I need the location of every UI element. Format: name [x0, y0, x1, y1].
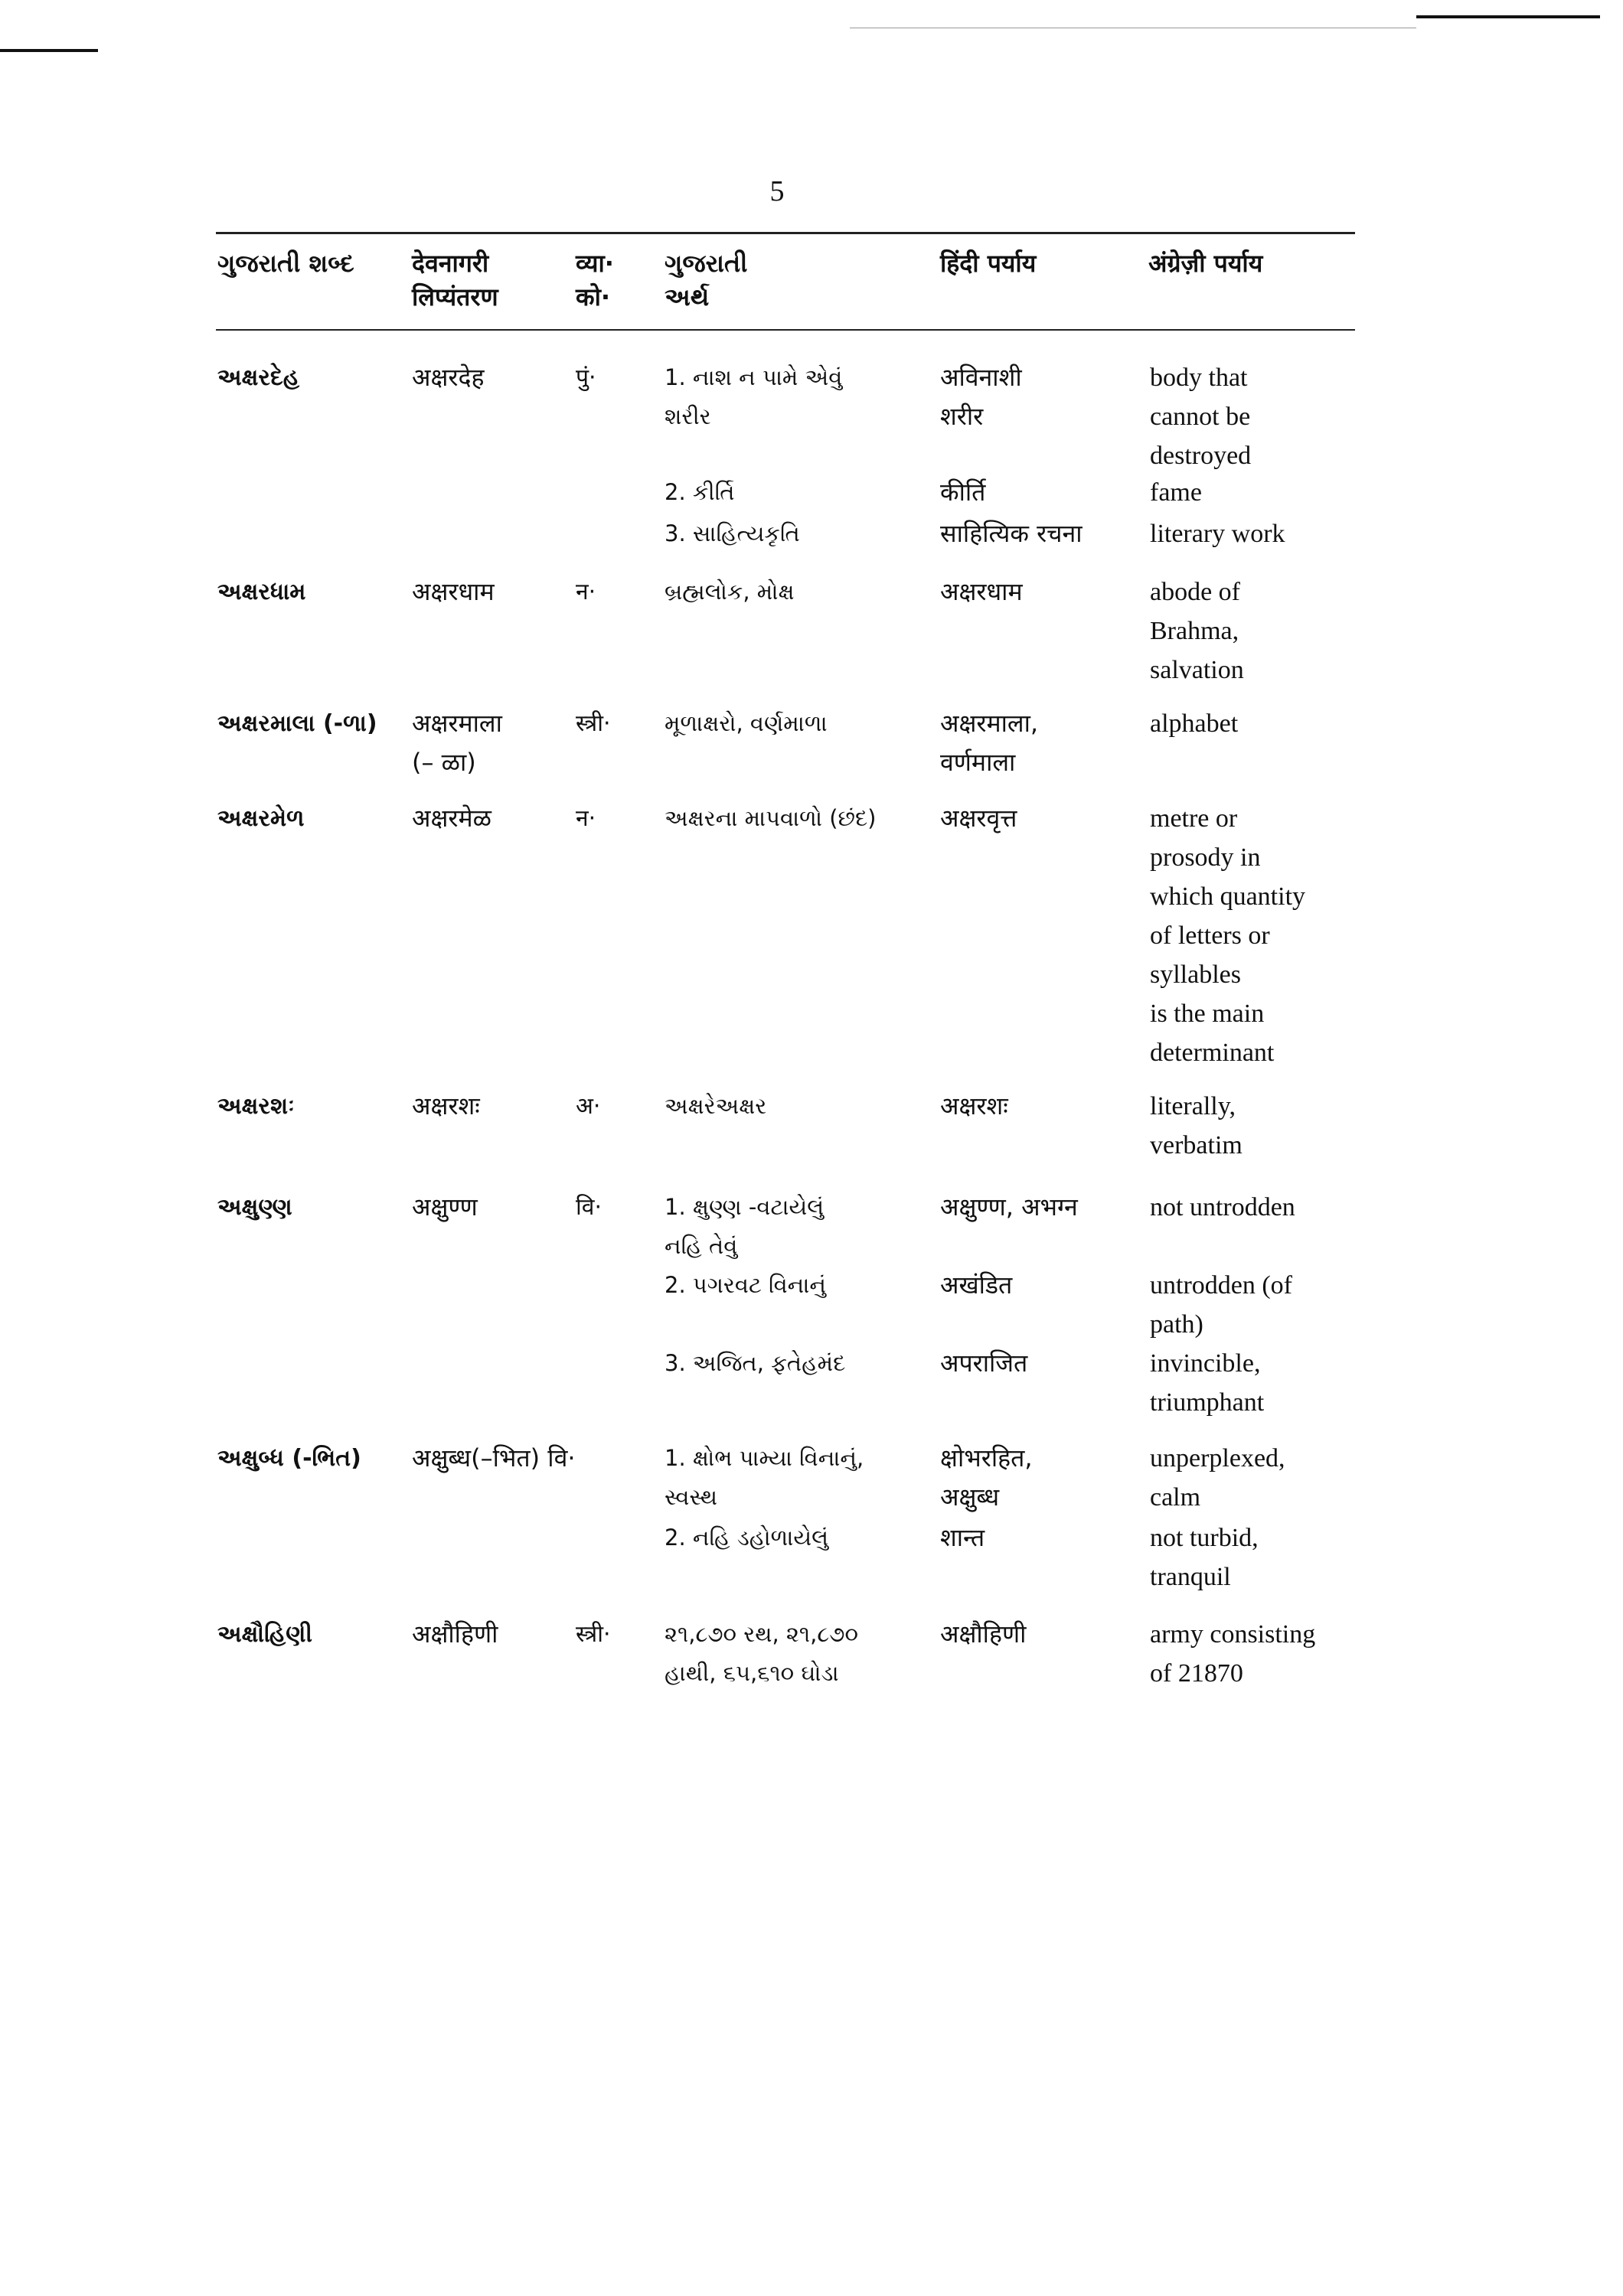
grammar-tag [576, 799, 596, 838]
english-synonym [1150, 799, 1305, 1072]
english-synonym-line: abode of [1150, 578, 1241, 606]
english-synonym-line: tranquil [1150, 1563, 1231, 1591]
page-number: 5 [769, 175, 785, 207]
english-synonym [1150, 1087, 1243, 1165]
gujarati-meaning-line: 2. કીર્તિ [665, 479, 735, 505]
gujarati-meaning-line: 3. સાહિત્યકૃતિ [665, 520, 800, 546]
english-synonym [1150, 1615, 1315, 1693]
english-synonym-line: invincible, [1150, 1349, 1261, 1378]
headword [217, 799, 305, 838]
english-synonym-line: army consisting [1150, 1620, 1316, 1649]
grammar-tag-line: न· [576, 805, 596, 832]
english-synonym [1150, 572, 1244, 690]
english-synonym-line: metre or [1150, 804, 1238, 833]
english-synonym-line: calm [1150, 1483, 1201, 1512]
devanagari-transliteration-line: अक्षौहिणी [412, 1619, 498, 1649]
hindi-synonym [940, 1087, 1008, 1126]
headword-line: અક્ષરધામ [217, 579, 306, 605]
devanagari-transliteration [412, 1439, 576, 1478]
english-synonym-line: which quantity [1150, 882, 1306, 911]
header-gujarati-meaning: ગુજરાતી અર્થ [665, 249, 748, 311]
gujarati-meaning-line: બ્રહ્મલોક, મોક્ષ [665, 579, 795, 605]
english-synonym-line: body that [1150, 364, 1248, 392]
english-synonym [1150, 514, 1285, 553]
hindi-synonym-line: अविनाशी [940, 363, 1022, 392]
hindi-synonym [940, 358, 1022, 436]
headword [217, 1615, 312, 1654]
english-synonym-line: is the main [1150, 1000, 1265, 1028]
hindi-synonym-line: कीर्ति [940, 478, 986, 507]
hindi-synonym [940, 572, 1023, 612]
gujarati-meaning [665, 1087, 766, 1126]
hindi-synonym-line: अक्षरवृत्त [940, 804, 1017, 833]
english-synonym-line: triumphant [1150, 1388, 1265, 1417]
devanagari-transliteration-line: अक्षरमेळ [412, 804, 491, 833]
english-synonym-line: literary work [1150, 520, 1285, 548]
english-synonym-line: not untrodden [1150, 1193, 1295, 1221]
english-synonym-line: untrodden (of [1150, 1271, 1293, 1300]
grammar-tag [576, 572, 596, 612]
english-synonym-line: cannot be [1150, 403, 1251, 431]
headword-line: અક્ષુબ્ધ (-ભિત) [217, 1445, 361, 1472]
english-synonym-line: Brahma, [1150, 617, 1239, 645]
gujarati-meaning-line: નહિ તેવું [665, 1233, 738, 1259]
headword-line: અક્ષરમાલા (-ળા) [217, 710, 377, 737]
english-synonym-line: salvation [1150, 656, 1244, 684]
devanagari-transliteration-line: अक्षुण्ण [412, 1192, 478, 1221]
headword-line: અક્ષરશઃ [217, 1093, 295, 1120]
hindi-synonym-line: अक्षरधाम [940, 577, 1023, 606]
hindi-synonym-line: अक्षुण्ण, अभग्न [940, 1192, 1078, 1221]
hindi-synonym-line: वर्णमाला [940, 748, 1016, 777]
devanagari-transliteration [412, 358, 484, 397]
header-devanagari-translit: देवनागरी लिप्यंतरण [412, 249, 498, 311]
hindi-synonym-line: शरीर [940, 402, 984, 431]
english-synonym [1150, 473, 1202, 512]
english-synonym-line: alphabet [1150, 709, 1239, 738]
gujarati-meaning [665, 1344, 845, 1383]
gujarati-meaning-line: સ્વસ્થ [665, 1484, 718, 1510]
hindi-synonym-line: अक्षुब्ध [940, 1482, 1000, 1512]
headword-line: અક્ષરદેહ [217, 364, 300, 391]
header-grammar: व्या· को· [576, 249, 614, 311]
english-synonym [1150, 1266, 1292, 1344]
gujarati-meaning-line: 1. ક્ષુણ્ણ -વટાયેલું [665, 1194, 825, 1220]
hindi-synonym-line: शान्त [940, 1523, 985, 1552]
devanagari-transliteration-line: अक्षरदेह [412, 363, 485, 392]
headword [217, 358, 299, 397]
grammar-tag [576, 1188, 602, 1227]
english-synonym-line: path) [1150, 1310, 1203, 1339]
hindi-synonym-line: अक्षरमाला, [940, 709, 1039, 738]
hindi-synonym [940, 1615, 1026, 1654]
gujarati-meaning [665, 799, 877, 838]
grammar-tag-line: स्त्री· [576, 710, 611, 737]
grammar-tag [576, 1615, 611, 1654]
devanagari-transliteration [412, 572, 495, 612]
gujarati-meaning-line: હાથી, ૬૫,૬૧૦ ઘોડા [665, 1660, 839, 1686]
headword [217, 1188, 292, 1227]
gujarati-meaning [665, 1518, 828, 1557]
gujarati-meaning [665, 1615, 858, 1693]
grammar-tag-line: वि· [576, 1194, 602, 1221]
english-synonym [1150, 1439, 1285, 1517]
english-synonym-line: literally, [1150, 1092, 1236, 1120]
english-synonym-line: determinant [1150, 1039, 1275, 1067]
english-synonym-line: of letters or [1150, 921, 1270, 950]
devanagari-transliteration [412, 1188, 478, 1227]
grammar-tag-line: पुं· [576, 364, 596, 391]
devanagari-transliteration-line: अक्षरमाला [412, 709, 502, 738]
devanagari-transliteration-line: अक्षुब्ध(–भित) वि· [412, 1443, 576, 1473]
devanagari-transliteration-line: (– ळा) [412, 748, 476, 777]
english-synonym-line: fame [1150, 478, 1202, 507]
devanagari-transliteration [412, 799, 491, 838]
english-synonym [1150, 358, 1251, 475]
english-synonym [1150, 1188, 1295, 1227]
english-synonym [1150, 1344, 1264, 1422]
english-synonym-line: not turbid, [1150, 1524, 1259, 1552]
hindi-synonym [940, 1518, 985, 1557]
gujarati-meaning-line: 2. પગરવટ વિનાનું [665, 1272, 826, 1298]
gujarati-meaning-line: ૨૧,૮૭૦ રથ, ૨૧,૮૭૦ [665, 1621, 858, 1647]
devanagari-transliteration-line: अक्षरधाम [412, 577, 495, 606]
grammar-tag [576, 1087, 600, 1126]
devanagari-transliteration [412, 1615, 498, 1654]
hindi-synonym-line: अक्षरशः [940, 1091, 1008, 1120]
gujarati-meaning-line: 1. નાશ ન પામે એવું [665, 364, 843, 390]
hindi-synonym-line: अपराजित [940, 1349, 1028, 1378]
gujarati-meaning-line: 1. ક્ષોભ પામ્યા વિનાનું, [665, 1445, 864, 1471]
headword [217, 1439, 361, 1478]
gujarati-meaning-line: અક્ષરેઅક્ષર [665, 1093, 767, 1119]
grammar-tag-line: स्त्री· [576, 1621, 611, 1648]
scan-edge-line-left [0, 49, 98, 52]
english-synonym-line: of 21870 [1150, 1659, 1243, 1688]
hindi-synonym [940, 473, 985, 512]
hindi-synonym [940, 514, 1083, 553]
english-synonym-line: prosody in [1150, 843, 1261, 872]
english-synonym [1150, 1518, 1259, 1596]
gujarati-meaning-line: શરીર [665, 403, 711, 429]
gujarati-meaning [665, 473, 734, 512]
hindi-synonym-line: अखंडित [940, 1270, 1013, 1300]
headword [217, 704, 377, 743]
devanagari-transliteration [412, 704, 502, 782]
gujarati-meaning [665, 1188, 824, 1266]
gujarati-meaning-line: અક્ષરના માપવાળો (છંદ) [665, 805, 877, 831]
headword [217, 572, 305, 612]
devanagari-transliteration-line: अक्षरशः [412, 1091, 480, 1120]
english-synonym-line: syllables [1150, 960, 1241, 989]
headword-line: અક્ષરમેળ [217, 805, 305, 832]
hindi-synonym-line: क्षोभरहित, [940, 1443, 1033, 1473]
gujarati-meaning [665, 1266, 826, 1305]
hindi-synonym [940, 799, 1017, 838]
headword [217, 1087, 295, 1126]
grammar-tag [576, 358, 596, 397]
hindi-synonym-line: अक्षौहिणी [940, 1619, 1027, 1649]
header-gujarati-word: ગુજરાતી શબ્દ [217, 249, 354, 278]
hindi-synonym [940, 1344, 1027, 1383]
headword-line: અક્ષુણ્ણ [217, 1194, 292, 1221]
devanagari-transliteration [412, 1087, 480, 1126]
hindi-synonym [940, 1266, 1012, 1305]
headword-line: અક્ષૌહિણી [217, 1621, 312, 1648]
english-synonym [1150, 704, 1238, 743]
hindi-synonym [940, 1188, 1078, 1227]
gujarati-meaning [665, 704, 828, 743]
table-top-rule [216, 232, 1355, 234]
grammar-tag [576, 704, 611, 743]
gujarati-meaning-line: 3. અજિત, ફતેહમંદ [665, 1350, 846, 1376]
hindi-synonym-line: साहित्यिक रचना [940, 519, 1083, 548]
header-hindi-synonym: हिंदी पर्याय [940, 249, 1037, 278]
english-synonym-line: verbatim [1150, 1131, 1243, 1159]
gujarati-meaning [665, 572, 795, 612]
gujarati-meaning [665, 514, 800, 553]
grammar-tag-line: अ· [576, 1093, 601, 1120]
gujarati-meaning-line: મૂળાક્ષરો, વર્ણમાળા [665, 710, 828, 736]
table-header-rule [216, 329, 1355, 331]
scan-edge-line-right [1416, 15, 1600, 18]
header-english-synonym: अंग्रेज़ी पर्याय [1148, 249, 1263, 278]
gujarati-meaning [665, 358, 842, 436]
grammar-tag-line: न· [576, 579, 596, 605]
hindi-synonym [940, 1439, 1033, 1517]
gujarati-meaning [665, 1439, 864, 1517]
english-synonym-line: destroyed [1150, 442, 1252, 470]
gujarati-meaning-line: 2. નહિ ડહોળાયેલું [665, 1525, 829, 1551]
hindi-synonym [940, 704, 1038, 782]
english-synonym-line: unperplexed, [1150, 1444, 1285, 1473]
